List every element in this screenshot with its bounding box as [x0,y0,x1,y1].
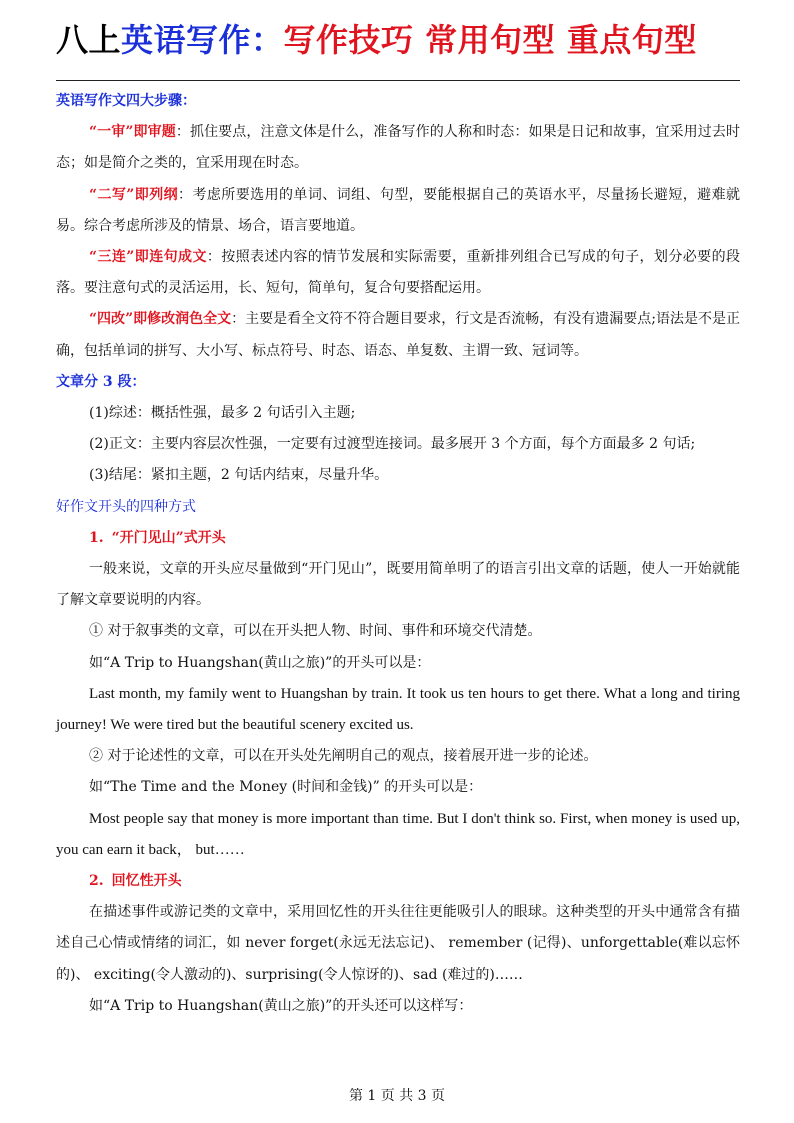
step-keyword: “三连”即连句成文 [89,249,207,266]
step-text: ：按照表述内容的情节发展和实际需要，重新排列组合已写成的句子，划分必要的段落。要注意句式的灵活运用，长、短句，简单句，复合句要搭配运用。 [56,249,741,297]
section-1-title [56,523,740,554]
section-1-intro: 一般来说，文章的开头应尽量做到“开门见山”，既要用简单明了的语言引出文章的话题，使人一开始就能了解文章要说明的内容。 [56,561,740,609]
page-title [56,14,740,66]
section-title-text: “开门见山”式开头 [111,529,226,546]
title-topics: 写作技巧 常用句型 重点句型 [283,21,697,59]
section-2-intro: 在描述事件或游记类的文章中，采用回忆性的开头往往更能吸引人的眼球。这种类型的开头中通常含有描述自己心情或情绪的词汇，如 never forget(永远无法忘记)、 remember (记得)、unforgettable(难以忘怀的)、 exciting(令人激动的)、surprising(令人惊讶的)、sad (难过的)…… [56,904,740,983]
document-page [56,14,740,1022]
step-keyword: “四改”即修改润色全文 [89,311,232,328]
example-text: Last month, my family went to Huangshan by train. It took us ten hours to get there. What a long and tiring journey! We were tired but the beautiful scenery excited us. [56,685,740,734]
section-1-point-2: ② 对于论述性的文章，可以在开头处先阐明自己的观点，接着展开进一步的论述。 [89,748,598,765]
structure-item: (3)结尾：紧扣主题，2 句话内结束，尽量升华。 [89,467,389,484]
section-number: 2. [89,873,104,890]
step-item [56,180,740,242]
step-text: ：考虑所要选用的单词、词组、句型，要能根据自己的英语水平，尽量扬长避短，避难就易。综合考虑所涉及的情景、场合，语言要地道。 [56,186,740,234]
openings-heading: 好作文开头的四种方式 [56,498,196,515]
step-item [56,117,740,179]
step-text: ：主要是看全文符不符合题目要求，行文是否流畅，有没有遗漏要点;语法是不是正确，包括单词的拼写、大小写、标点符号、时态、语态、单复数、主谓一致、冠词等。 [56,311,741,359]
example-text: Most people say that money is more important than time. But I don't think so. First, when money is used up, you can earn it back， but…… [56,810,740,858]
title-subject: 英语写作： [121,21,284,59]
title-grade: 八上 [56,21,122,59]
example-label: 如“A Trip to Huangshan(黄山之旅)”的开头可以是： [89,654,431,671]
title-divider [56,80,740,81]
structure-item: (1)综述：概括性强，最多 2 句话引入主题; [89,405,356,422]
section-number: 1. [89,529,104,546]
section-2-title [56,866,740,897]
step-keyword: “二写”即列纲 [89,186,179,203]
example-label: 如“The Time and the Money (时间和金钱)” 的开头可以是： [89,779,483,796]
page-footer: 第 1 页 共 3 页 [348,1088,446,1104]
step-keyword: “一审”即审题 [89,124,176,141]
document-body [56,86,740,1022]
step-item [56,242,740,304]
structure-heading: 文章分 3 段： [56,373,146,390]
section-title-text: 回忆性开头 [111,873,182,890]
step-item [56,304,740,366]
example-label: 如“A Trip to Huangshan(黄山之旅)”的开头还可以这样写： [89,997,473,1014]
section-1-point-1: ① 对于叙事类的文章，可以在开头把人物、时间、事件和环境交代清楚。 [89,623,542,640]
step-text: ：抓住要点，注意文体是什么，准备写作的人称和时态：如果是日记和故事，宜采用过去时态；如是简介之类的，宜采用现在时态。 [56,124,741,172]
steps-heading: 英语写作文四大步骤： [56,93,196,109]
structure-item: (2)正文：主要内容层次性强，一定要有过渡型连接词。最多展开 3 个方面，每个方面最多 2 句话; [89,436,696,453]
